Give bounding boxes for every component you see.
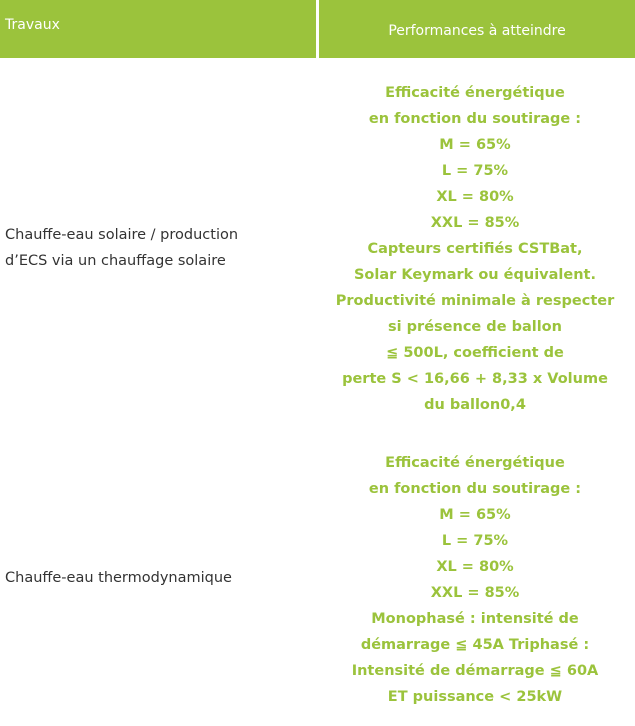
travaux-line: d’ECS via un chauffage solaire	[5, 253, 226, 269]
table-row	[0, 80, 635, 415]
performance-line: M = 65%	[439, 137, 511, 153]
performance-cell	[315, 450, 635, 710]
table-header	[0, 0, 635, 58]
performance-line: M = 65%	[439, 507, 511, 523]
performance-line: en fonction du soutirage :	[368, 481, 582, 497]
travaux-cell	[5, 222, 305, 274]
performance-line: en fonction du soutirage :	[368, 111, 582, 127]
performance-line: XXL = 85%	[430, 215, 520, 231]
performance-line: ≦ 500L, coefficient de	[386, 345, 564, 361]
performance-line: Monophasé : intensité de	[371, 611, 579, 627]
header-travaux: Travaux	[0, 0, 316, 58]
performance-line: Solar Keymark ou équivalent.	[353, 267, 596, 283]
performance-line: Intensité de démarrage ≦ 60A	[351, 663, 599, 679]
performance-line: perte S < 16,66 + 8,33 x Volume	[342, 371, 608, 387]
performance-line: si présence de ballon	[388, 319, 562, 335]
travaux-line: Chauffe-eau solaire / production	[5, 227, 239, 243]
performance-line: ET puissance < 25kW	[387, 689, 563, 705]
travaux-cell	[5, 565, 305, 591]
travaux-line: Chauffe-eau thermodynamique	[5, 570, 232, 586]
table-row	[0, 450, 635, 708]
performance-line: XXL = 85%	[430, 585, 520, 601]
performance-line: Efficacité énergétique	[385, 85, 565, 101]
performance-line: L = 75%	[441, 163, 509, 179]
performance-cell	[315, 80, 635, 418]
header-performances: Performances à atteindre	[319, 0, 635, 58]
performance-line: XL = 80%	[436, 559, 514, 575]
performance-line: Capteurs certifiés CSTBat,	[367, 241, 583, 257]
performance-line: démarrage ≦ 45A Triphasé :	[360, 637, 590, 653]
performance-line: du ballon0,4	[424, 397, 526, 413]
performance-line: Productivité minimale à respecter	[335, 293, 615, 309]
performance-line: Efficacité énergétique	[385, 455, 565, 471]
performance-line: L = 75%	[441, 533, 509, 549]
performance-line: XL = 80%	[436, 189, 514, 205]
